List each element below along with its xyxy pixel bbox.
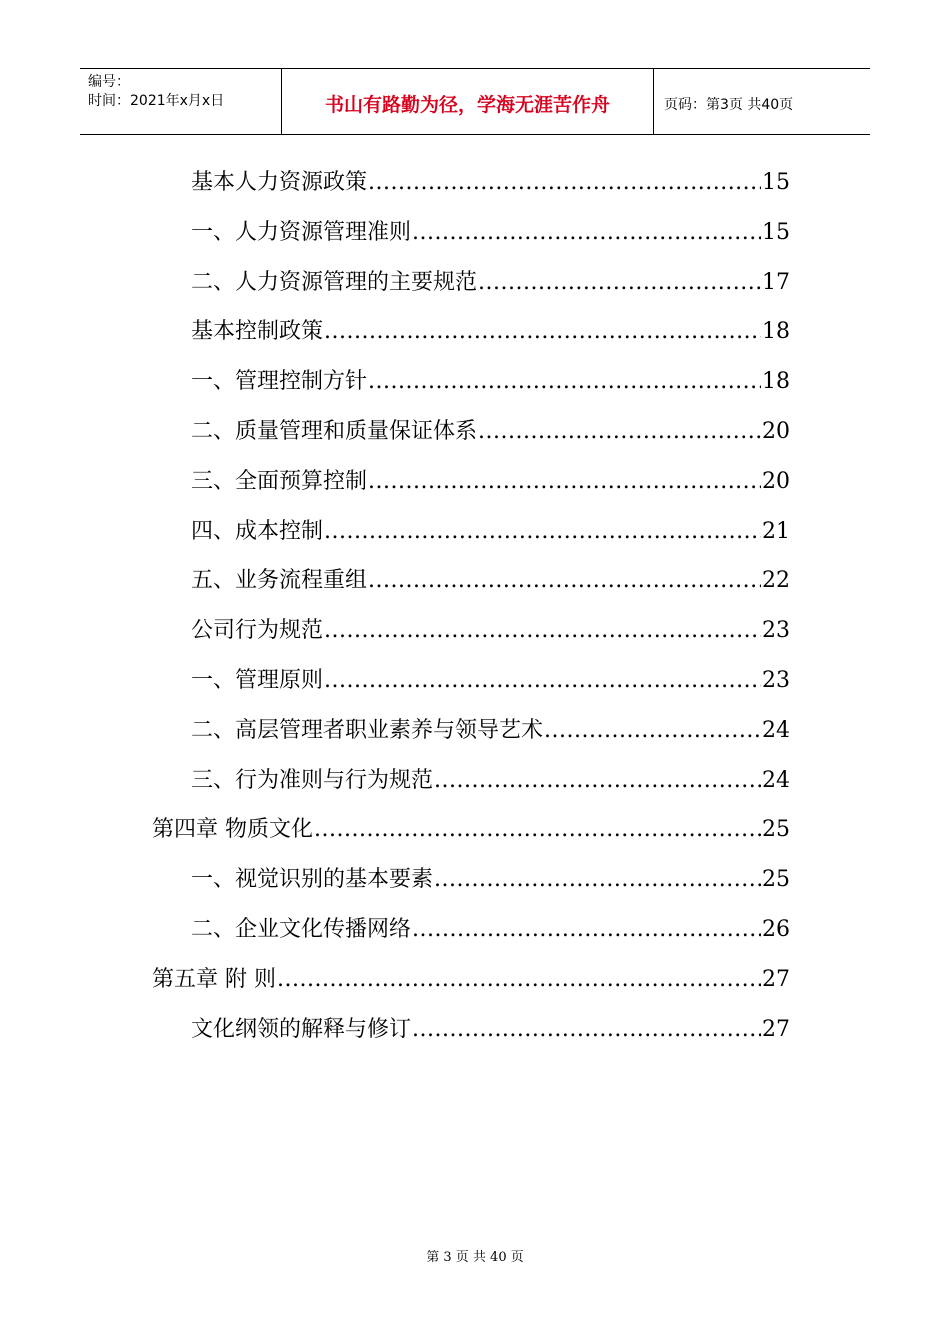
toc-entry-title: 公司行为规范 [191, 618, 324, 644]
toc-entry-page: 23 [762, 618, 790, 644]
toc-leader-dots [434, 766, 761, 796]
toc-entry-title: 二、人力资源管理的主要规范 [191, 269, 478, 295]
toc-entry-title: 一、管理控制方针 [191, 369, 368, 395]
toc-entry-title: 二、企业文化传播网络 [191, 917, 412, 942]
toc-entry-page: 24 [762, 767, 790, 793]
toc-entry[interactable] [191, 218, 790, 248]
toc-entry-title: 基本人力资源政策 [191, 170, 368, 195]
toc-entry-title: 二、质量管理和质量保证体系 [191, 419, 478, 444]
document-number-label: 编号： [88, 74, 130, 90]
toc-entry-title: 三、行为准则与行为规范 [191, 767, 434, 793]
toc-entry-title: 一、管理原则 [191, 668, 324, 693]
toc-leader-dots [544, 716, 761, 746]
header-meta-cell [80, 69, 282, 134]
toc-entry[interactable] [191, 915, 790, 945]
toc-entry-page: 27 [762, 1016, 790, 1042]
toc-entry-title: 基本控制政策 [191, 319, 324, 345]
toc-entry[interactable] [191, 716, 790, 746]
footer-page-number: 第 3 页 共 40 页 [426, 1250, 524, 1265]
toc-leader-dots [324, 616, 761, 646]
toc-leader-dots [368, 467, 761, 497]
toc-entry-page: 25 [762, 817, 790, 843]
toc-entry[interactable] [152, 815, 790, 845]
toc-entry-title: 第四章 物质文化 [152, 817, 313, 843]
toc-leader-dots [368, 367, 761, 397]
toc-entry-page: 27 [762, 966, 790, 992]
toc-entry-title: 四、成本控制 [191, 518, 324, 544]
header-motto: 书山有路勤为径，学海无涯苦作舟 [324, 94, 610, 116]
toc-leader-dots [412, 915, 761, 945]
toc-leader-dots [434, 865, 761, 895]
toc-entry-page: 22 [762, 568, 790, 594]
toc-entry-title: 一、人力资源管理准则 [191, 219, 412, 245]
toc-leader-dots [314, 815, 761, 845]
toc-leader-dots [412, 218, 761, 248]
toc-leader-dots [277, 965, 761, 995]
toc-entry[interactable] [191, 666, 790, 696]
page-footer [0, 1246, 950, 1265]
header-motto-cell [282, 69, 654, 134]
toc-entry-page: 18 [762, 369, 790, 395]
toc-leader-dots [412, 1015, 761, 1045]
toc-leader-dots [324, 666, 761, 696]
toc-entry[interactable] [152, 965, 790, 995]
toc-entry-page: 15 [762, 219, 790, 245]
page-header [80, 68, 870, 135]
toc-entry-title: 三、全面预算控制 [191, 468, 368, 494]
toc-leader-dots [478, 268, 761, 298]
toc-entry[interactable] [191, 1015, 790, 1045]
toc-entry-title: 一、视觉识别的基本要素 [191, 867, 434, 893]
toc-entry-title: 第五章 附 则 [152, 966, 276, 992]
toc-entry-page: 15 [762, 170, 790, 195]
toc-entry[interactable] [191, 766, 790, 796]
toc-entry-page: 20 [762, 419, 790, 444]
toc-entry-page: 20 [762, 468, 790, 494]
toc-entry[interactable] [191, 616, 790, 646]
toc-leader-dots [478, 417, 761, 447]
toc-entry[interactable] [191, 865, 790, 895]
toc-entry-page: 21 [762, 518, 790, 544]
toc-entry[interactable] [191, 517, 790, 547]
toc-entry-page: 17 [762, 269, 790, 295]
toc-leader-dots [324, 317, 761, 347]
toc-entry-title: 二、高层管理者职业素养与领导艺术 [191, 717, 544, 743]
header-page-info: 页码：第3页 共40页 [664, 96, 794, 113]
toc-entry[interactable] [191, 317, 790, 347]
toc-leader-dots [324, 517, 761, 547]
toc-leader-dots [368, 168, 761, 198]
toc-entry-title: 五、业务流程重组 [191, 568, 368, 594]
header-page-cell [654, 69, 870, 134]
toc-entry-page: 18 [762, 319, 790, 345]
toc-entry[interactable] [191, 268, 790, 298]
toc-entry-page: 26 [762, 917, 790, 942]
document-date-label: 时间：2021年x月x日 [88, 93, 225, 109]
toc-leader-dots [368, 566, 761, 596]
toc-entry-title: 文化纲领的解释与修订 [191, 1016, 412, 1042]
toc-entry-page: 25 [762, 867, 790, 893]
toc-entry[interactable] [191, 417, 790, 447]
toc-entry[interactable] [191, 168, 790, 198]
toc-entry[interactable] [191, 467, 790, 497]
toc-entry-page: 24 [762, 717, 790, 743]
toc-entry-page: 23 [762, 668, 790, 693]
toc-entry[interactable] [191, 566, 790, 596]
toc-entry[interactable] [191, 367, 790, 397]
